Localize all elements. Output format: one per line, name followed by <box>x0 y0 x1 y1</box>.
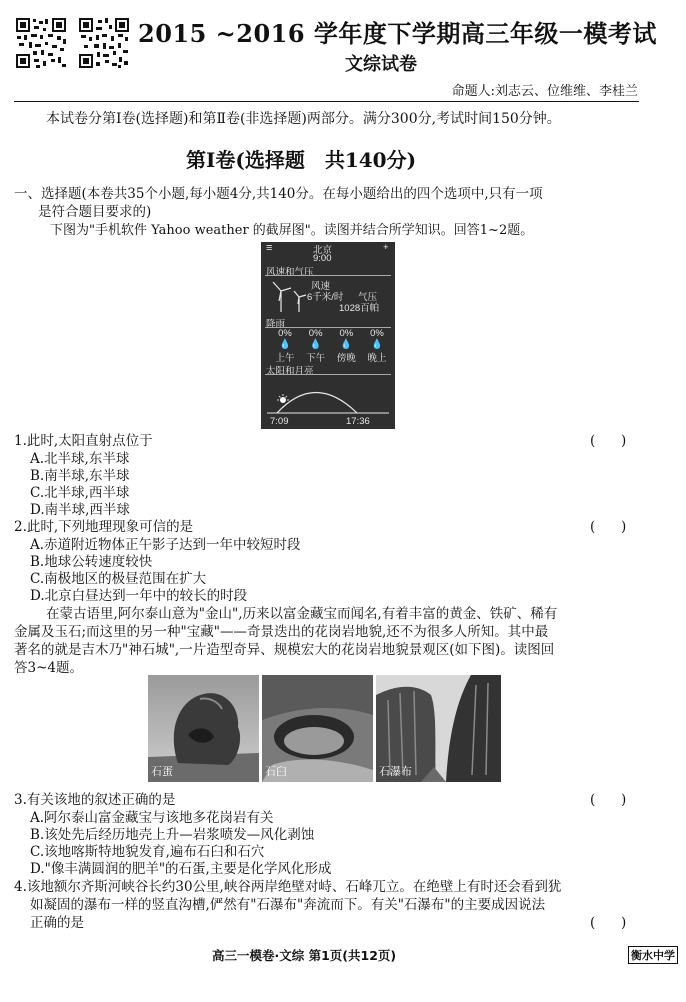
photo-stone-waterfall <box>376 675 501 782</box>
question-4-line-2: 如凝固的瀑布一样的竖直沟槽,俨然有"石瀑布"奔流而下。有关"石瀑布"的主要成因说法 <box>30 897 546 913</box>
q3-option-a: A.阿尔泰山富金藏宝与该地多花岗岩有关 <box>30 810 274 826</box>
rain-period: 晚上 <box>367 353 387 364</box>
passage-line-3: 著名的就是吉木乃"神石城",一片造型奇异、规模宏大的花岗岩地貌景观区(如下图)。读图回 <box>14 642 555 658</box>
rain-item <box>332 328 360 364</box>
weather-time: 9:00 <box>313 253 332 264</box>
exam-title: 2015 ~2016 学年度下学期高三年级一模考试 <box>138 19 657 48</box>
add-icon: + <box>383 242 389 253</box>
question-2-stem: 2.此时,下列地理现象可信的是 <box>14 519 194 535</box>
q1-option-d: D.南半球,西半球 <box>30 502 130 518</box>
sunrise-time: 7:09 <box>270 416 289 427</box>
sun-arc-icon <box>265 380 391 416</box>
raindrop-icon: 💧 <box>309 339 322 350</box>
weather-city: 北京 <box>313 245 333 256</box>
rain-period: 上午 <box>275 353 295 364</box>
rain-item <box>302 328 330 364</box>
answer-blank: ( ) <box>590 433 627 449</box>
qr-code-right <box>78 17 130 69</box>
menu-icon: ≡ <box>266 242 273 254</box>
q2-option-c: C.南极地区的极昼范围在扩大 <box>30 571 207 587</box>
pressure-value: 1028百帕 <box>339 303 380 314</box>
qr-code-left <box>15 17 67 69</box>
photo-caption: 石瀑布 <box>379 765 412 778</box>
rain-item <box>271 328 299 364</box>
passage-line-4: 答3~4题。 <box>14 660 83 676</box>
sun-divider <box>265 374 391 375</box>
raindrop-icon: 💧 <box>279 339 291 350</box>
photo-stone-egg <box>148 675 259 782</box>
sun-moon-heading: 太阳和月亮 <box>266 366 314 377</box>
q2-option-d: D.北京白昼达到一年中的较长的时段 <box>30 588 248 604</box>
photo-caption: 石臼 <box>265 765 287 778</box>
q1-option-c: C.北半球,西半球 <box>30 485 130 501</box>
passage-line-1: 在蒙古语里,阿尔泰山意为"金山",历来以富金藏宝而闻名,有着丰富的黄金、铁矿、稀有 <box>46 606 558 622</box>
wind-heading: 风速和气压 <box>266 267 314 278</box>
q3-option-d: D."像丰满圆润的肥羊"的石蛋,主要是化学风化形成 <box>30 861 332 877</box>
rain-percent: 0% <box>339 328 354 339</box>
photo-caption: 石蛋 <box>151 765 173 778</box>
q2-option-a: A.赤道附近物体正午影子达到一年中较短时段 <box>30 537 301 553</box>
exam-subtitle: 文综试卷 <box>345 54 417 75</box>
rain-period: 傍晚 <box>336 353 356 364</box>
q1-option-b: B.南半球,东半球 <box>30 468 130 484</box>
rain-row <box>271 328 391 364</box>
rain-heading: 降雨 <box>266 319 286 330</box>
question-4-line-3: 正确的是 <box>30 915 84 931</box>
question-4-line-1: 4.该地额尔齐斯河峡谷长约30公里,峡谷两岸绝壁对峙、石峰兀立。在绝壁上有时还会看到犹 <box>14 879 562 895</box>
weather-app-screenshot <box>261 242 395 429</box>
rain-item <box>363 328 391 364</box>
exam-intro: 本试卷分第Ⅰ卷(选择题)和第Ⅱ卷(非选择题)两部分。满分300分,考试时间150分钟。 <box>46 111 561 127</box>
school-badge: 衡水中学 <box>628 946 678 964</box>
header-divider <box>14 101 639 102</box>
question-1-stem: 1.此时,太阳直射点位于 <box>14 433 153 449</box>
q3-option-c: C.该地喀斯特地貌发育,遍布石臼和石穴 <box>30 844 265 860</box>
instructions-line-2: 是符合题目要求的) <box>38 204 152 220</box>
photo-stone-mortar <box>262 675 373 782</box>
section-title: 第Ⅰ卷(选择题 共140分) <box>186 148 417 172</box>
q3-option-b: B.该处先后经历地壳上升—岩浆喷发—风化剥蚀 <box>30 827 315 843</box>
exam-authors: 命题人:刘志云、位维维、李桂兰 <box>451 84 638 99</box>
rain-percent: 0% <box>308 328 323 339</box>
q2-option-b: B.地球公转速度较快 <box>30 554 153 570</box>
rain-percent: 0% <box>278 328 292 339</box>
instructions-line-1: 一、选择题(本卷共35个小题,每小题4分,共140分。在每小题给出的四个选项中,只有一项 <box>14 186 543 202</box>
raindrop-icon: 💧 <box>340 339 353 350</box>
answer-blank: ( ) <box>590 792 627 808</box>
wind-turbine-icon <box>269 279 309 313</box>
wind-value: 6千米/时 <box>307 292 344 303</box>
figure-intro: 下图为"手机软件 Yahoo weather 的截屏图"。读图并结合所学知识。回答1~2题。 <box>50 223 534 238</box>
raindrop-icon: 💧 <box>371 339 383 350</box>
rain-period: 下午 <box>306 353 326 364</box>
answer-blank: ( ) <box>590 915 627 931</box>
wind-label: 风速 <box>311 281 331 292</box>
q1-option-a: A.北半球,东半球 <box>30 451 130 467</box>
page-footer: 高三一模卷·文综 第1页(共12页) <box>212 948 397 963</box>
wind-divider <box>265 275 391 276</box>
question-3-stem: 3.有关该地的叙述正确的是 <box>14 792 176 808</box>
passage-line-2: 金属及玉石;而这里的另一种"宝藏"——奇景迭出的花岗岩地貌,还不为很多人所知。其中最 <box>14 624 549 640</box>
pressure-label: 气压 <box>358 292 378 303</box>
sunset-time: 17:36 <box>346 416 370 427</box>
rain-percent: 0% <box>370 328 384 339</box>
answer-blank: ( ) <box>590 519 627 535</box>
